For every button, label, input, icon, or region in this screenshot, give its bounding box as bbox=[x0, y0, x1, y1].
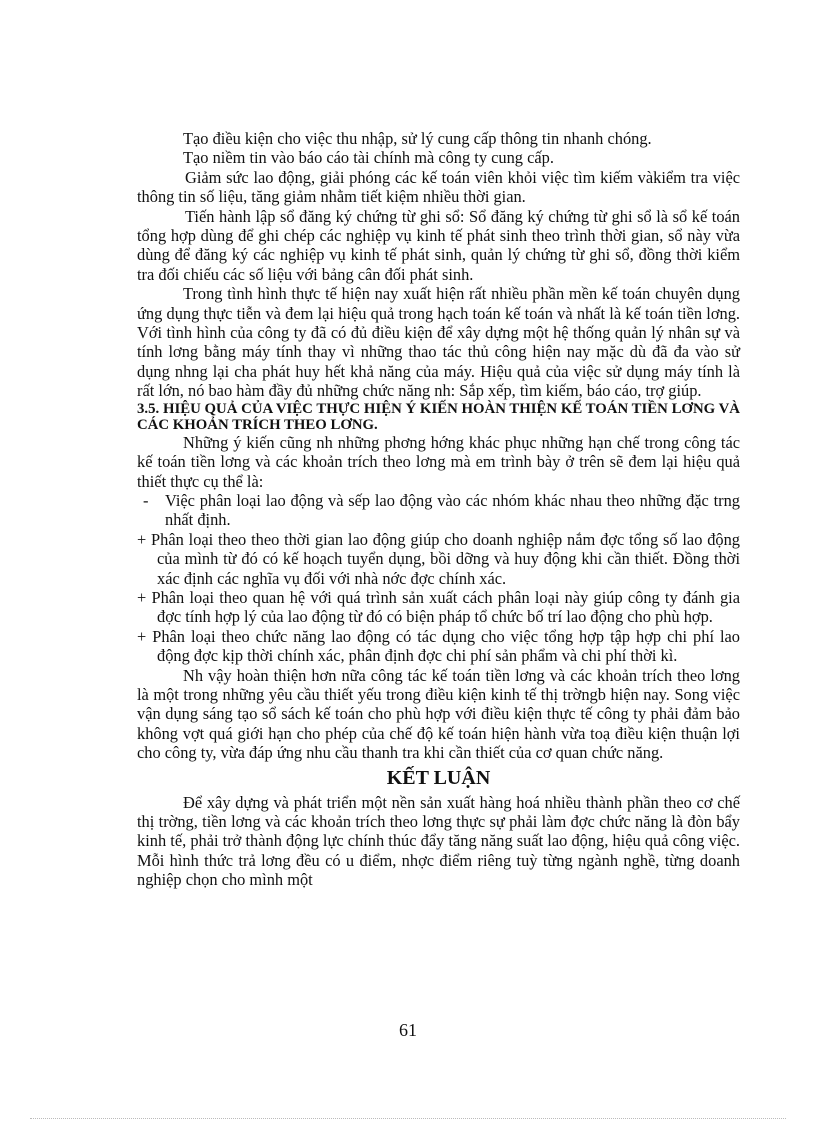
dash-bullet: - bbox=[143, 490, 149, 510]
paragraph: Tiến hành lập sổ đăng ký chứng từ ghi sổ: Sổ đăng ký chứng từ ghi sổ là sổ kế toán tổng hợp dùng để ghi chép các nghiệp vụ kinh tế phát sinh theo trình thời gian, sổ này vừa dùng để đăng ký các nghiệp vụ kinh tế phát sinh, quản lý chứng từ ghi sổ, đồng thời kiểm tra đối chiếu các số liệu với bảng cân đối phát sinh. bbox=[137, 206, 740, 284]
footer-divider bbox=[30, 1118, 786, 1119]
paragraph: Nh vậy hoàn thiện hơn nữa công tác kế toán tiền lơng và các khoản trích theo lơng là một trong những yêu cầu thiết yếu trong điều kiện kinh tế thị trờngb hiện nay. Song việc vận dụng sáng tạo sổ sách kế toán cho phù hợp với điều kiện thực tế công ty phải đảm bảo không vợt quá giới hạn cho phép của chế độ kế toán hiện hành vừa toạ điều kiện thuận lợi cho công ty, vừa đáp ứng nhu cầu thanh tra khi cần thiết của cơ quan chức năng. bbox=[137, 665, 740, 763]
paragraph: Tạo điều kiện cho việc thu nhập, sử lý cung cấp thông tin nhanh chóng. bbox=[183, 129, 652, 148]
conclusion-title: KẾT LUẬN bbox=[386, 766, 491, 789]
dash-list-text: Việc phân loại lao động và sếp lao động vào các nhóm khác nhau theo những đặc trng nhất định. bbox=[165, 490, 740, 530]
page-number: 61 bbox=[399, 1020, 417, 1040]
section-heading: 3.5. HIỆU QUẢ CỦA VIỆC THỰC HIỆN Ý KIẾN HOÀN THIỆN KẾ TOÁN TIỀN LƠNG VÀ CÁC KHOẢN TRÍCH THEO LƠNG. bbox=[137, 400, 740, 433]
paragraph: Tạo niềm tin vào báo cáo tài chính mà công ty cung cấp. bbox=[183, 148, 554, 168]
page-body bbox=[137, 129, 740, 890]
plus-list-item: + Phân loại theo quan hệ với quá trình sản xuất cách phân loại này giúp công ty đánh gia đợc tính hợp lý của lao động từ đó có biện pháp tổ chức bố trí lao động cho phù hợp. bbox=[137, 587, 740, 627]
paragraph: Để xây dựng và phát triển một nền sản xuất hàng hoá nhiều thành phần theo cơ chế thị trờng, tiền lơng và các khoản trích theo lơng thực sự phải làm đợc chức năng là đòn bẩy kinh tế, phải trở thành động lực chính thúc đẩy tăng năng suất lao động, hiệu quả công việc. Mỗi hình thức trả lơng đều có u điểm, nhợc điểm riêng tuỳ từng ngành nghề, từng doanh nghiệp chọn cho mình một bbox=[137, 792, 740, 890]
paragraph: Trong tình hình thực tế hiện nay xuất hiện rất nhiều phần mền kế toán chuyên dụng ứng dụng thực tiễn và đem lại hiệu quả trong hạch toán kế toán và nhất là kế toán tiền lơng. Với tình hình của công ty đã có đủ điều kiện để xây dựng một hệ thống quản lý nhân sự và tính lơng bằng máy tính thay vì những thao tác thủ công hiện nay mặc dù đã đa vào sử dụng nhng lại cha phát huy hết khả năng của máy. Hiệu quả của việc sử dụng máy tính là rất lớn, nó bao hàm đầy đủ những chức năng nh: Sắp xếp, tìm kiếm, báo cáo, trợ giúp. bbox=[137, 284, 740, 401]
dash-list-item bbox=[137, 491, 740, 530]
plus-list-item: + Phân loại theo chức năng lao động có tác dụng cho việc tổng hợp tập hợp chi phí lao động đợc kịp thời chính xác, phân định đợc chi phí sản phẩm và chi phí thời kì. bbox=[137, 626, 740, 666]
plus-list-item: + Phân loại theo theo thời gian lao động giúp cho doanh nghiệp nắm đợc tổng số lao động của mình từ đó có kế hoạch tuyển dụng, bồi dỡng và huy động khi cần thiết. Đồng thời xác định các nghĩa vụ đối với nhà nớc đợc chính xác. bbox=[137, 529, 740, 588]
paragraph: Giảm sức lao động, giải phóng các kế toán viên khỏi việc tìm kiếm vàkiểm tra việc thông tin số liệu, tăng giảm nhằm tiết kiệm nhiều thời gian. bbox=[137, 167, 740, 207]
paragraph: Những ý kiến cũng nh những phơng hớng khác phục những hạn chế trong công tác kế toán tiền lơng và các khoản trích theo lơng mà em trình bày ở trên sẽ đem lại hiệu quả thiết thực cụ thể là: bbox=[137, 432, 740, 491]
